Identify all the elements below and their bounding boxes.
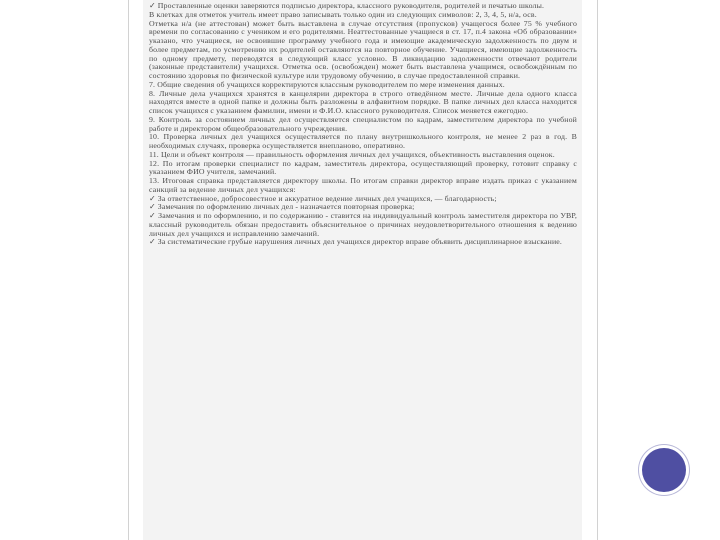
document-text: ✓ Проставленные оценки заверяются подписью директора, классного руководителя, родителей и печатью школы. В клетках для отметок учитель имеет право записывать только один из следующих символов: 2, 3, 4, 5, н/а, осв. Отметка н/а (не аттестован) может быть выставлена в случае отсутствия (пропусков) учащегося более 75 % учебного времени по согласованию с учеником и его родителями. Неаттестованные учащиеся в ст. 17, п.4 закона «Об образовании» указано, что учащиеся, не освоившие программу учебного года и имеющие академическую задолженность по двум и более предметам, по усмотрению их родителей оставляются на повторное обучение. Учащиеся, имеющие задолженность по одному предмету, переводятся в следующий класс условно. В ликвидацию задолженности отвечают родители (законные представители) учащихся. Отметка осв. (освобожден) может быть выставлена учащимся, освобождённым по состоянию здоровья по физической культуре или трудовому обучению, в случае предоставленной справки. 7. Общие сведения об учащихся корректируются классным руководителем по мере изменения данных. 8. Личные дела учащихся хранятся в канцелярии директора в строго отведённом месте. Личные дела одного класса находятся вместе в одной папке и должны быть разложены в алфавитном порядке. В папке личных дел класса находится список учащихся с указанием фамилии, имени и Ф.И.О. классного руководителя. Список меняется ежегодно. 9. Контроль за состоянием личных дел осуществляется специалистом по кадрам, заместителем директора по учебной работе и директором общеобразовательного учреждения. 10. Проверка личных дел учащихся осуществляется по плану внутришкольного контроля, не менее 2 раз в год. В необходимых случаях, проверка осуществляется внепланово, оперативно. 11. Цели и объект контроля — правильность оформления личных дел учащихся, объективность выставления оценок. 12. По итогам проверки специалист по кадрам, заместитель директора, осуществляющий проверку, готовит справку с указанием ФИО учителя, замечаний. 13. Итоговая справка представляется директору школы. По итогам справки директор вправе издать приказ с указанием санкций за ведение личных дел учащихся: ✓ За ответственное, добросовестное и аккуратное ведение личных дел учащихся, — благодарность; ✓ Замечания по оформлению личных дел - назначается повторная проверка; ✓ Замечания и по оформлению, и по содержанию - ставится на индивидуальный контроль заместителя директора по УВР, классный руководитель обязан предоставить объяснительное о причинах неудовлетворительного отношения к ведению личных дел учащихся и исправлению замечаний. ✓ За систематические грубые нарушения личных дел учащихся директор вправе объявить дисциплинарное взыскание. [149, 1, 577, 247]
slide-left-border [128, 0, 129, 540]
decorative-circle [642, 448, 686, 492]
scanned-document [143, 0, 582, 540]
slide-right-border [597, 0, 598, 540]
